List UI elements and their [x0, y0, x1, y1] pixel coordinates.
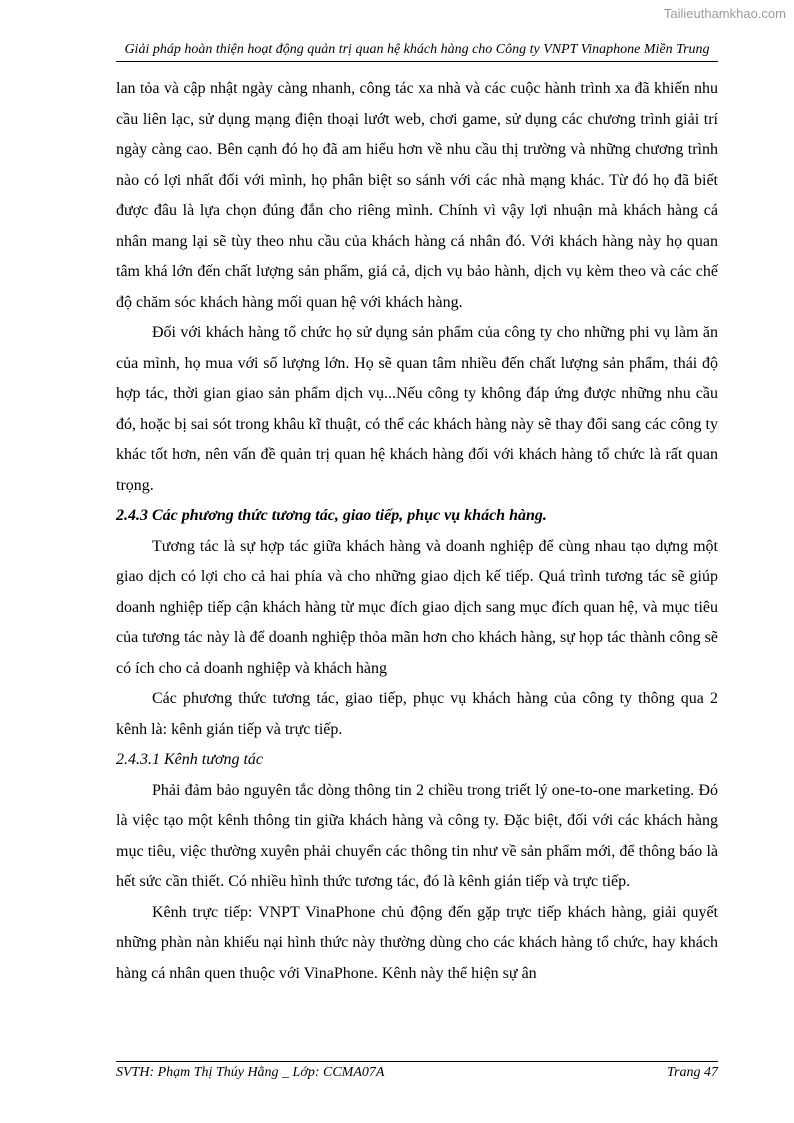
- page-number: Trang 47: [667, 1065, 718, 1080]
- watermark: Tailieuthamkhao.com: [663, 6, 786, 21]
- subsection-heading: 2.4.3.1 Kênh tương tác: [116, 751, 264, 768]
- section-heading: 2.4.3 Các phương thức tương tác, giao tiếp, phục vụ khách hàng.: [116, 507, 547, 524]
- footer-author: SVTH: Phạm Thị Thúy Hằng _ Lớp: CCMA07A: [116, 1065, 385, 1080]
- page-footer: [116, 1061, 718, 1081]
- paragraph: Kênh trực tiếp: VNPT VinaPhone chủ động đến gặp trực tiếp khách hàng, giải quyết những phàn nàn khiếu nại hình thức này thường dùng cho các khách hàng tổ chức, hay khách hàng cá nhân quen thuộc với VinaPhone. Kênh này thể hiện sự ân: [116, 903, 718, 982]
- page-header: Giải pháp hoàn thiện hoạt động quản trị quan hệ khách hàng cho Công ty VNPT Vinaphone Miền Trung: [116, 42, 718, 62]
- paragraph: Tương tác là sự hợp tác giữa khách hàng và doanh nghiệp để cùng nhau tạo dựng một giao dịch có lợi cho cả hai phía và cho những giao dịch kế tiếp. Quá trình tương tác sẽ giúp doanh nghiệp tiếp cận khách hàng từ mục đích giao dịch sang mục đích quan hệ, và mục tiêu của tương tác này là để doanh nghiệp thỏa mãn hơn cho khách hàng, sự họp tác thành công sẽ có ích cho cả doanh nghiệp và khách hàng: [116, 537, 718, 677]
- paragraph: lan tỏa và cập nhật ngày càng nhanh, công tác xa nhà và các cuộc hành trình xa đã khiến nhu cầu liên lạc, sử dụng mạng điện thoại lướt web, chơi game, sử dụng các chương trình giải trí ngày càng cao. Bên cạnh đó họ đã am hiểu hơn về nhu cầu thị trường và những chương trình nào có lợi nhất đối với mình, họ phân biệt so sánh với các nhà mạng khác. Từ đó họ đã biết được đâu là lựa chọn đúng đắn cho riêng mình. Chính vì vậy lợi nhuận mà khách hàng cá nhân mang lại sẽ tùy theo nhu cầu của khách hàng cá nhân đó. Với khách hàng này họ quan tâm khá lớn đến chất lượng sản phẩm, giá cả, dịch vụ bảo hành, dịch vụ kèm theo và các chế độ chăm sóc khách hàng mối quan hệ với khách hàng.: [116, 80, 718, 311]
- paragraph: Đối với khách hàng tổ chức họ sử dụng sản phẩm của công ty cho những phi vụ làm ăn của mình, họ mua với số lượng lớn. Họ sẽ quan tâm nhiều đến chất lượng sản phẩm, thái độ hợp tác, thời gian giao sản phẩm dịch vụ...Nếu công ty không đáp ứng được những nhu cầu đó, hoặc bị sai sót trong khâu kĩ thuật, có thể các khách hàng này sẽ thay đổi sang các công ty khác tốt hơn, nên vấn đề quản trị quan hệ khách hàng đối với khách hàng tổ chức là rất quan trọng.: [116, 324, 718, 494]
- page-content: [116, 74, 718, 989]
- paragraph: Phải đảm bảo nguyên tắc dòng thông tin 2 chiều trong triết lý one-to-one marketing. Đó là việc tạo một kênh thông tin giữa khách hàng và công ty. Đặc biệt, đối với các khách hàng mục tiêu, việc thường xuyên phải chuyển các thông tin như về sản phẩm mới, để thông báo là hết sức cần thiết. Có nhiều hình thức tương tác, đó là kênh gián tiếp và trực tiếp.: [116, 781, 718, 890]
- paragraph: Các phương thức tương tác, giao tiếp, phục vụ khách hàng của công ty thông qua 2 kênh là: kênh gián tiếp và trực tiếp.: [116, 690, 718, 738]
